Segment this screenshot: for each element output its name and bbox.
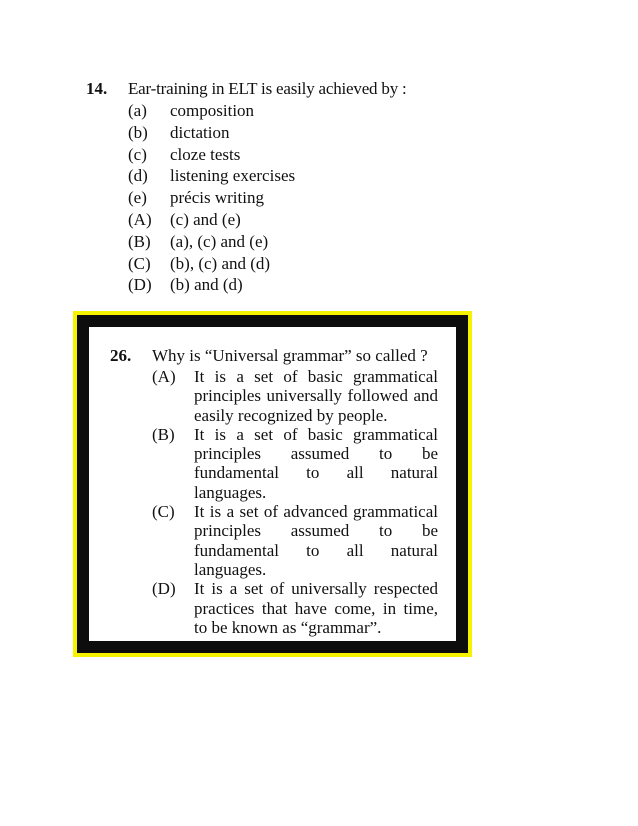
question-14-options bbox=[128, 100, 506, 296]
option-text: précis writing bbox=[170, 188, 264, 208]
option-text: It is a set of basic grammatical principles universally followed and easily recognized by people. bbox=[194, 367, 438, 425]
option-label: (C) bbox=[128, 253, 151, 273]
question-text: Ear-training in ELT is easily achieved by : bbox=[128, 79, 407, 98]
question-26 bbox=[110, 345, 450, 637]
answer-choice-C bbox=[152, 502, 450, 579]
question-14 bbox=[86, 78, 506, 296]
answer-choice-D bbox=[128, 274, 506, 296]
question-14-header bbox=[86, 78, 506, 100]
option-label: (B) bbox=[128, 231, 151, 251]
option-text: (b) and (d) bbox=[170, 275, 243, 295]
option-d bbox=[128, 165, 506, 187]
question-26-options bbox=[152, 367, 450, 637]
option-c bbox=[128, 144, 506, 166]
answer-choice-C bbox=[128, 253, 506, 275]
question-text: Why is “Universal grammar” so called ? bbox=[152, 346, 428, 365]
answer-choice-A bbox=[128, 209, 506, 231]
option-label: (C) bbox=[152, 502, 175, 522]
question-number: 14. bbox=[86, 79, 108, 98]
option-label: (D) bbox=[128, 275, 152, 295]
question-number: 26. bbox=[110, 346, 132, 365]
option-text: cloze tests bbox=[170, 144, 241, 164]
highlight-box-border bbox=[77, 315, 468, 653]
option-label: (a) bbox=[128, 101, 147, 120]
option-label: (A) bbox=[128, 209, 152, 229]
answer-choice-B bbox=[152, 425, 450, 502]
option-label: (D) bbox=[152, 579, 176, 599]
option-text: It is a set of advanced grammatical principles assumed to be fundamental to all natural languages. bbox=[194, 502, 438, 579]
option-text: listening exercises bbox=[170, 166, 296, 186]
answer-choice-D bbox=[152, 579, 450, 637]
option-text: (b), (c) and (d) bbox=[170, 253, 271, 273]
option-text: (a), (c) and (e) bbox=[170, 231, 269, 251]
option-e bbox=[128, 187, 506, 209]
question-26-header bbox=[110, 345, 450, 367]
option-text: (c) and (e) bbox=[170, 209, 241, 229]
option-text: dictation bbox=[170, 122, 230, 142]
option-text: It is a set of basic grammatical principles assumed to be fundamental to all natural languages. bbox=[194, 424, 438, 502]
option-b bbox=[128, 122, 506, 144]
option-label: (e) bbox=[128, 188, 147, 208]
highlight-box-content bbox=[89, 327, 456, 641]
answer-choice-B bbox=[128, 231, 506, 253]
option-a bbox=[128, 100, 506, 122]
option-label: (A) bbox=[152, 367, 176, 386]
option-text: composition bbox=[170, 101, 255, 120]
option-label: (b) bbox=[128, 122, 148, 142]
option-label: (d) bbox=[128, 166, 148, 186]
option-label: (c) bbox=[128, 144, 147, 164]
option-text: It is a set of universally respected practices that have come, in time, to be known as “grammar”. bbox=[194, 579, 438, 637]
highlight-box bbox=[73, 311, 472, 657]
option-label: (B) bbox=[152, 424, 175, 444]
answer-choice-A bbox=[152, 367, 450, 425]
